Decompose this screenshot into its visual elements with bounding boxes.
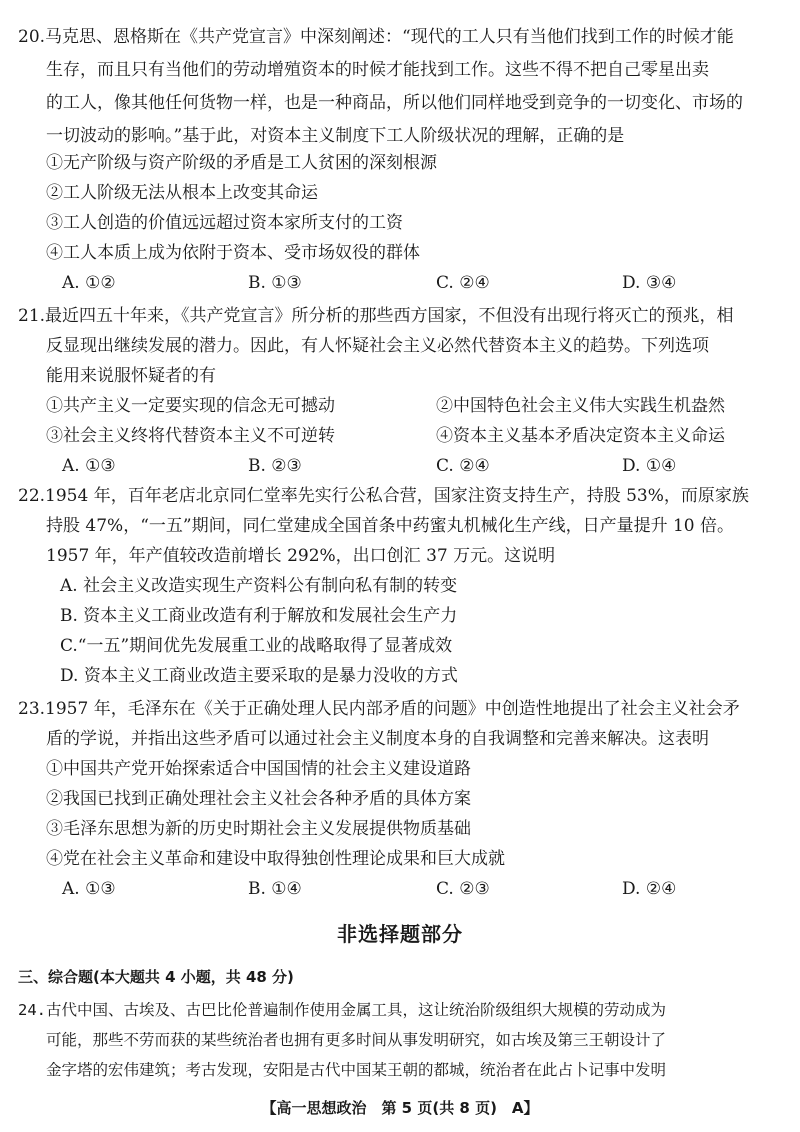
- question-text-line: 反显现出继续发展的潜力。因此，有人怀疑社会主义必然代替资本主义的趋势。下列选项: [46, 336, 709, 356]
- question-text-line: 可能，那些不劳而获的某些统治者也拥有更多时间从事发明研究，如古埃及第三王朝设计了: [46, 1031, 667, 1049]
- question-text-line: 1957 年，年产值较改造前增长 292%，出口创汇 37 万元。这说明: [46, 546, 556, 566]
- option-d: D. 资本主义工商业改造主要采取的是暴力没收的方式: [60, 666, 458, 686]
- option-b: B. ①④: [248, 879, 302, 899]
- page-footer: 【高一思想政治 第 5 页(共 8 页) A】: [261, 1099, 539, 1117]
- option-c: C.“一五”期间优先发展重工业的战略取得了显著成效: [60, 636, 453, 656]
- option-b: B. 资本主义工商业改造有利于解放和发展社会生产力: [60, 606, 458, 626]
- question-text-line: 21.最近四五十年来，《共产党宣言》所分析的那些西方国家，不但没有出现行将灭亡的预兆，相: [18, 306, 734, 326]
- option-d: D. ③④: [622, 273, 677, 293]
- statement-1: ①中国共产党开始探索适合中国国情的社会主义建设道路: [46, 759, 471, 779]
- question-text-line: 生存，而且只有当他们的劳动增殖资本的时候才能找到工作。这些不得不把自己零星出卖: [46, 60, 709, 80]
- question-text-line: 20.马克思、恩格斯在《共产党宣言》中深刻阐述：“现代的工人只有当他们找到工作的时候才能: [18, 27, 734, 47]
- option-b: B. ②③: [248, 456, 302, 476]
- statement-4: ④党在社会主义革命和建设中取得独创性理论成果和巨大成就: [46, 849, 505, 869]
- question-text-line: 22.1954 年，百年老店北京同仁堂率先实行公私合营，国家注资支持生产，持股 53%，而原家族: [18, 486, 749, 506]
- question-text-line: 盾的学说，并指出这些矛盾可以通过社会主义制度本身的自我调整和完善来解决。这表明: [46, 729, 709, 749]
- statement-2: ②工人阶级无法从根本上改变其命运: [46, 183, 318, 203]
- option-c: C. ②③: [436, 879, 490, 899]
- option-c: C. ②④: [436, 456, 490, 476]
- option-b: B. ①③: [248, 273, 302, 293]
- statement-1: ①无产阶级与资产阶级的矛盾是工人贫困的深刻根源: [46, 153, 437, 173]
- question-text-line: 金字塔的宏伟建筑；考古发现，安阳是古代中国某王朝的都城，统治者在此占卜记事中发明: [46, 1061, 667, 1079]
- option-a: A. ①②: [62, 273, 116, 293]
- question-text-line: 23.1957 年，毛泽东在《关于正确处理人民内部矛盾的问题》中创造性地提出了社会主义社会矛: [18, 699, 740, 719]
- statement-3: ③工人创造的价值远远超过资本家所支付的工资: [46, 213, 403, 233]
- statement-4: ④工人本质上成为依附于资本、受市场奴役的群体: [46, 243, 420, 263]
- question-text-line: 能用来说服怀疑者的有: [46, 366, 216, 386]
- question-text-line: 24.古代中国、古埃及、古巴比伦普遍制作使用金属工具，这让统治阶级组织大规模的劳动成为: [18, 1001, 666, 1019]
- statement-3: ③社会主义终将代替资本主义不可逆转: [46, 426, 335, 446]
- option-a: A. ①③: [62, 456, 116, 476]
- statement-1: ①共产主义一定要实现的信念无可撼动: [46, 396, 335, 416]
- option-a: A. 社会主义改造实现生产资料公有制向私有制的转变: [60, 576, 458, 596]
- option-a: A. ①③: [62, 879, 116, 899]
- option-d: D. ②④: [622, 879, 677, 899]
- question-text-line: 的工人，像其他任何货物一样，也是一种商品，所以他们同样地受到竞争的一切变化、市场的: [46, 93, 743, 113]
- question-text-line: 一切波动的影响。”基于此，对资本主义制度下工人阶级状况的理解，正确的是: [46, 126, 625, 146]
- part-heading: 非选择题部分: [337, 922, 463, 946]
- statement-2: ②中国特色社会主义伟大实践生机盎然: [436, 396, 725, 416]
- statement-2: ②我国已找到正确处理社会主义社会各种矛盾的具体方案: [46, 789, 471, 809]
- statement-3: ③毛泽东思想为新的历史时期社会主义发展提供物质基础: [46, 819, 471, 839]
- option-d: D. ①④: [622, 456, 677, 476]
- option-c: C. ②④: [436, 273, 490, 293]
- question-text-line: 持股 47%，“一五”期间，同仁堂建成全国首条中药蜜丸机械化生产线，日产量提升 10 倍。: [46, 516, 735, 536]
- statement-4: ④资本主义基本矛盾决定资本主义命运: [436, 426, 725, 446]
- section-title: 三、综合题(本大题共 4 小题，共 48 分): [18, 968, 294, 986]
